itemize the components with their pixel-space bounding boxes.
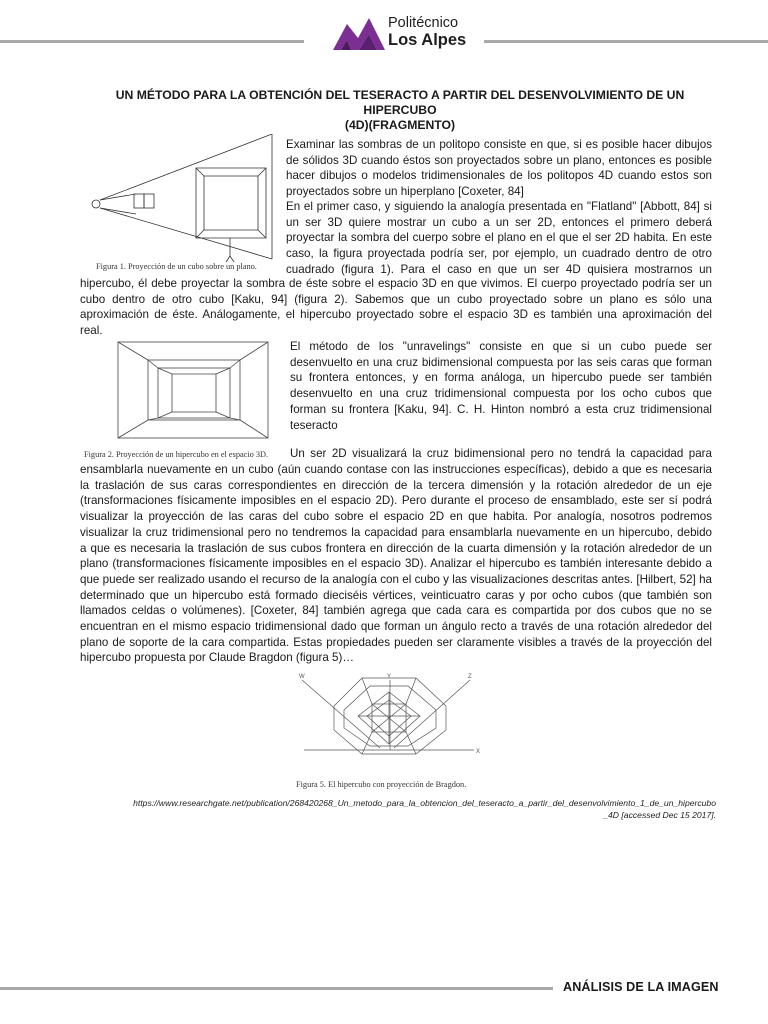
axis-label-x: X	[476, 749, 481, 755]
footer-rule	[0, 987, 553, 990]
text-line: ensamblarla nuevamente en un cubo (aún cuando contase con las instrucciones específicas), debido a que es necesaria	[80, 463, 712, 476]
paragraph-4-first-line	[290, 446, 712, 462]
text-line: que puede ser realizado usando el recurso de la analogía con el cubo y las visualizaciones descritas antes. [Hilbert, 52] ha	[80, 572, 712, 586]
text-line: visualizar la cruz tridimensional pero no tendremos la capacidad para ensamblarla nuevamente en un hipercubo, debido	[80, 525, 712, 539]
text-line: plano (transformaciones físicamente imposibles en el espacio 3D). Analizar el hipercubo es también interesante debido a	[80, 557, 712, 571]
text-line: caso, la figura proyectada podría ser, por ejemplo, un cuadrado dentro de otro	[286, 247, 712, 261]
text-line: proyectar la sombra del cuerpo sobre el plano en el que el ser 2D habita. En este	[286, 231, 712, 245]
text-line: (transformaciones físicamente imposibles en el espacio 2D). Pero durante el proceso de ensamblado, este ser sí podrá	[80, 494, 712, 508]
text-line: cuadrado (figura 1). Para el caso en que un ser 4D quisiera mostrarnos un	[286, 262, 712, 276]
logo-wordmark	[388, 15, 466, 49]
paragraph-3	[290, 339, 712, 433]
logo-line-1: Politécnico	[388, 15, 459, 31]
figure-5-bragdon-projection	[290, 670, 486, 780]
text-line: hipercubo, él debe proyectar la sombra de éste sobre el espacio 3D en que vivimos. El cuerpo proyectado podría ser un	[80, 277, 712, 290]
text-line: encuentran en el mismo espacio tridimensional dado que forman un ángulo recto a través de una rotación alrededor del	[80, 620, 712, 634]
source-line-2: _4D [accessed Dec 15 2017].	[603, 810, 716, 820]
header-rule-right	[484, 40, 768, 43]
text-line: su frontera entonces, y en forma análoga, un hipercubo puede ser también	[290, 371, 712, 385]
axis-label-y: Y	[387, 674, 392, 680]
text-line: cubo dentro de otro cubo [Kaku, 94] (figura 2). Sabemos que un cubo proyectado sobre un plano es sólo una	[80, 292, 712, 306]
source-line-1: https://www.researchgate.net/publication/268420268_Un_metodo_para_la_obtencion_del_teseracto_a_partir_del_desenvolvimiento_1_de_un_hipercubo	[133, 798, 716, 808]
text-line: aproximación de éste. Análogamente, el hipercubo proyectado sobre el espacio 3D es también una aproximación del	[80, 308, 712, 322]
text-line: de sólidos 3D cuando éstos son proyectados sobre un plano, entonces es posible	[286, 153, 712, 167]
text-line: llamados celdas o volúmenes). [Coxeter, 84] también agrega que cada cara es compartida por dos cubos que no se	[80, 604, 712, 618]
text-line: teseracto	[290, 418, 338, 432]
figure-5-caption: Figura 5. El hipercubo con proyección de Bragdon.	[296, 780, 467, 789]
logo-line-2: Los Alpes	[388, 31, 467, 49]
text-line: desenvuelto en una cruz tridimensional compuesta por los ocho cubos que	[290, 387, 712, 401]
text-line: un ser 3D quiere mostrar un cubo a un ser 2D, entonces el primero deberá	[286, 215, 712, 229]
title-line-1: UN MÉTODO PARA LA OBTENCIÓN DEL TESERACTO A PARTIR DEL DESENVOLVIMIENTO DE UN HIPERCUBO	[115, 88, 685, 117]
paragraph-4	[80, 462, 712, 666]
text-line: hipercubo propuesta por Claude Bragdon (figura 5)…	[80, 651, 354, 665]
text-line: Examinar las sombras de un politopo consiste en que, si es posible hacer dibujos	[286, 138, 712, 151]
text-line: real.	[80, 324, 103, 338]
paragraph-1	[286, 137, 712, 200]
paragraph-2-wide	[80, 276, 712, 339]
figure-1-caption: Figura 1. Proyección de un cubo sobre un plano.	[96, 262, 257, 271]
axis-label-w: W	[299, 674, 305, 680]
figure-2-hypercube-projection	[112, 338, 282, 444]
article-title	[80, 88, 720, 133]
text-line: proyectados sobre un hiperplano [Coxeter, 84]	[286, 185, 524, 199]
logo-mark-icon	[331, 16, 387, 52]
footer-label: ANÁLISIS DE LA IMAGEN	[563, 980, 719, 994]
text-line: Un ser 2D visualizará la cruz bidimensional pero no tendrá la capacidad para	[290, 447, 712, 460]
text-line: hacer dibujos o modelos tridimensionales de los politopos 4D cuando estos son	[286, 169, 712, 183]
text-line: El método de los "unravelings" consiste en que si un cubo puede ser	[290, 340, 712, 353]
text-line: En el primer caso, y siguiendo la analogía presentada en "Flatland" [Abbott, 84] si	[286, 200, 712, 213]
figure-1-cube-projection	[86, 134, 276, 264]
text-line: desenvuelto en una cruz bidimensional compuesta por las seis caras que forman	[290, 355, 712, 369]
text-line: plano de soporte de la cara compartida. Estas propiedades pueden ser claramente visibles a través de la proyección del	[80, 635, 712, 649]
text-line: determinado que un hipercubo está formado dieciséis vértices, veinticuatro caras y por ocho cubos (que también son	[80, 588, 712, 602]
text-line: visualizar la proyección de las caras del cubo sobre el espacio 2D en que habita. Por analogía, nosotros podremos	[80, 510, 712, 524]
header-rule-left	[0, 40, 304, 43]
axis-label-z: Z	[468, 674, 472, 680]
text-line: a que es necesaria la traslación de sus cubos frontera en dirección de la cuarta dimensión y la rotación alrededor de un	[80, 541, 712, 555]
paragraph-2-narrow	[286, 199, 712, 278]
source-citation	[80, 797, 716, 821]
title-line-2: (4D)(FRAGMENTO)	[344, 118, 456, 132]
text-line: la traslación de sus caras correspondientes en dirección de la tercera dimensión y la rotación alrededor de un eje	[80, 478, 712, 492]
text-line: forman su frontera [Kaku, 94]. C. H. Hinton nombró a esta cruz tridimensional	[290, 402, 712, 416]
figure-2-caption: Figura 2. Proyección de un hipercubo en el espacio 3D.	[84, 450, 269, 459]
